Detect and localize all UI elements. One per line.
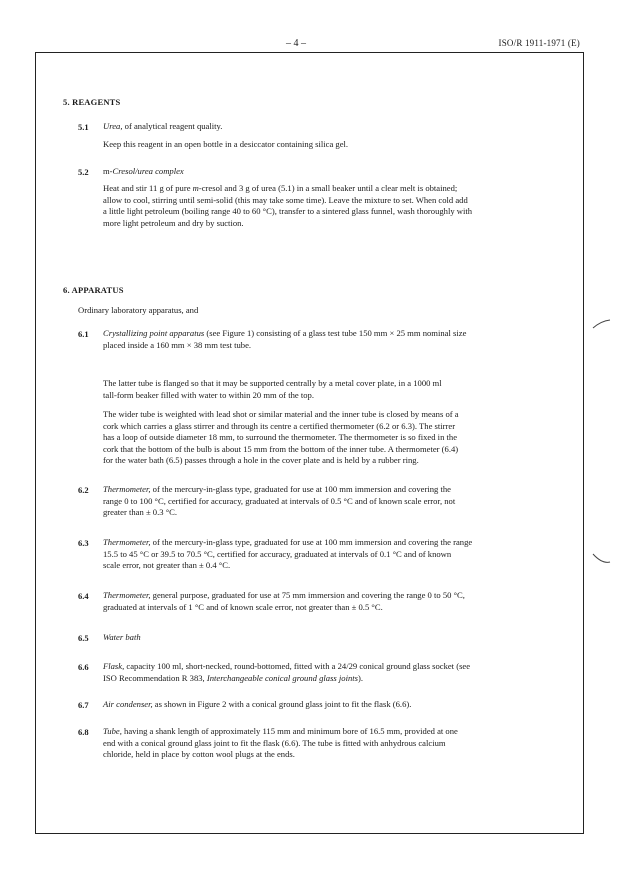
text-line: Flask, capacity 100 ml, short-necked, round-bottomed, fitted with a 24/29 conical ground glass socket (see <box>103 661 471 671</box>
text-line: has a loop of outside diameter 18 mm, to surround the thermometer. The thermometer is so fixed in the <box>103 432 458 443</box>
clause-6-8-term: Tube, <box>103 726 122 736</box>
clause-5-1-term: Urea, <box>103 121 123 131</box>
clause-6-6-term: Flask, <box>103 661 125 671</box>
clause-6-3-text <box>103 537 563 572</box>
clause-5-1-text <box>103 121 563 133</box>
margin-mark-bottom <box>592 552 612 566</box>
margin-mark-top <box>592 318 612 330</box>
text-line: cork that the bottom of the bulb is about 15 mm from the bottom of the inner tube. A thermometer (6.4) <box>103 443 459 454</box>
text-line: a little light petroleum (boiling range 40 to 60 °C), transfer to a sintered glass funnel, wash thoroughly with <box>103 206 473 217</box>
clause-6-7-desc: as shown in Figure 2 with a conical ground glass joint to fit the flask (6.6). <box>152 699 412 709</box>
clause-number-6-3: 6.3 <box>78 538 89 548</box>
text-line: allow to cool, stirring until semi-solid (this may take some time). Leave the mixture to set. When cold add <box>103 194 468 205</box>
clause-number-6-2: 6.2 <box>78 485 89 495</box>
clause-number-5-1: 5.1 <box>78 122 89 132</box>
clause-6-4-text <box>103 590 563 613</box>
clause-5-1-desc: of analytical reagent quality. <box>122 121 223 131</box>
clause-number-6-8: 6.8 <box>78 727 89 737</box>
text-line: end with a conical ground glass joint to fit the flask (6.6). The tube is fitted with anhydrous calcium <box>103 737 446 748</box>
section-title-apparatus: 6. APPARATUS <box>63 285 124 295</box>
clause-6-1-text <box>103 328 563 351</box>
text-line: chloride, held in place by cotton wool plugs at the ends. <box>103 749 295 760</box>
clause-number-6-6: 6.6 <box>78 662 89 672</box>
clause-6-2-term: Thermometer, <box>103 484 151 494</box>
apparatus-intro: Ordinary laboratory apparatus, and <box>78 305 199 315</box>
clause-number-6-5: 6.5 <box>78 633 89 643</box>
text-line: 15.5 to 45 °C or 39.5 to 70.5 °C, certified for accuracy, graduated at intervals of 0.1 °C and of known <box>103 548 452 559</box>
section-title-reagents: 5. REAGENTS <box>63 97 121 107</box>
clause-5-2-term-prefix: m- <box>103 166 113 176</box>
text-line: for the water bath (6.5) passes through a hole in the cover plate and is held by a rubber ring. <box>103 455 419 466</box>
text-line: graduated at intervals of 1 °C and of known scale error, not greater than ± 0.5 °C. <box>103 601 383 612</box>
text-line: cork which carries a glass stirrer and through its centre a certified thermometer (6.2 or 6.3). The stirrer <box>103 420 456 431</box>
page-number: – 4 – <box>286 38 306 49</box>
text-line: more light petroleum and dry by suction. <box>103 217 244 228</box>
clause-5-2-term: Cresol/urea complex <box>112 166 184 176</box>
clause-number-5-2: 5.2 <box>78 167 89 177</box>
text-line: The wider tube is weighted with lead shot or similar material and the inner tube is closed by means of a <box>103 409 459 419</box>
clause-6-1-para-a <box>103 378 563 401</box>
clause-6-8-text <box>103 726 563 761</box>
clause-6-1-term: Crystallizing point apparatus <box>103 328 205 338</box>
text-line: Thermometer, of the mercury-in-glass type, graduated for use at 100 mm immersion and covering the range <box>103 537 473 547</box>
text-line: scale error, not greater than ± 0.4 °C. <box>103 560 231 571</box>
text-line: range 0 to 100 °C, certified for accuracy, graduated at intervals of 0.5 °C and of known scale error, not <box>103 495 456 506</box>
clause-number-6-1: 6.1 <box>78 329 89 339</box>
clause-5-2-heading <box>103 166 563 178</box>
clause-6-7-text <box>103 699 563 711</box>
clause-6-6-text <box>103 661 563 684</box>
clause-6-2-text <box>103 484 563 519</box>
text-line: Tube, having a shank length of approximately 115 mm and minimum bore of 16.5 mm, provided at one <box>103 726 458 736</box>
text-line: tall-form beaker filled with water to within 20 mm of the top. <box>103 389 314 400</box>
clause-6-3-term: Thermometer, <box>103 537 151 547</box>
clause-6-5-term: Water bath <box>103 632 141 642</box>
clause-6-7-term: Air condenser, <box>103 699 153 709</box>
text-line: Crystallizing point apparatus (see Figure 1) consisting of a glass test tube 150 mm × 25 mm nominal size <box>103 328 467 338</box>
text-line: placed inside a 160 mm × 38 mm test tube. <box>103 339 252 350</box>
text-line: Thermometer, general purpose, graduated for use at 75 mm immersion and covering the range 0 to 50 °C, <box>103 590 465 600</box>
text-line: The latter tube is flanged so that it may be supported centrally by a metal cover plate, in a 1000 ml <box>103 378 442 388</box>
clause-6-4-term: Thermometer, <box>103 590 151 600</box>
text-line: ISO Recommendation R 383, Interchangeable conical ground glass joints). <box>103 672 364 683</box>
clause-5-1-note: Keep this reagent in an open bottle in a desiccator containing silica gel. <box>103 139 349 149</box>
clause-6-1-para-b <box>103 409 563 467</box>
clause-number-6-7: 6.7 <box>78 700 89 710</box>
clause-number-6-4: 6.4 <box>78 591 89 601</box>
standard-reference: ISO/R 1911-1971 (E) <box>498 38 580 48</box>
text-line: greater than ± 0.3 °C. <box>103 507 178 518</box>
text-line: Heat and stir 11 g of pure m-cresol and 3 g of urea (5.1) in a small beaker until a clear melt is obtained; <box>103 183 458 193</box>
clause-6-5-text <box>103 632 563 644</box>
text-line: Thermometer, of the mercury-in-glass type, graduated for use at 100 mm immersion and covering the <box>103 484 451 494</box>
clause-5-2-paragraph <box>103 183 563 229</box>
